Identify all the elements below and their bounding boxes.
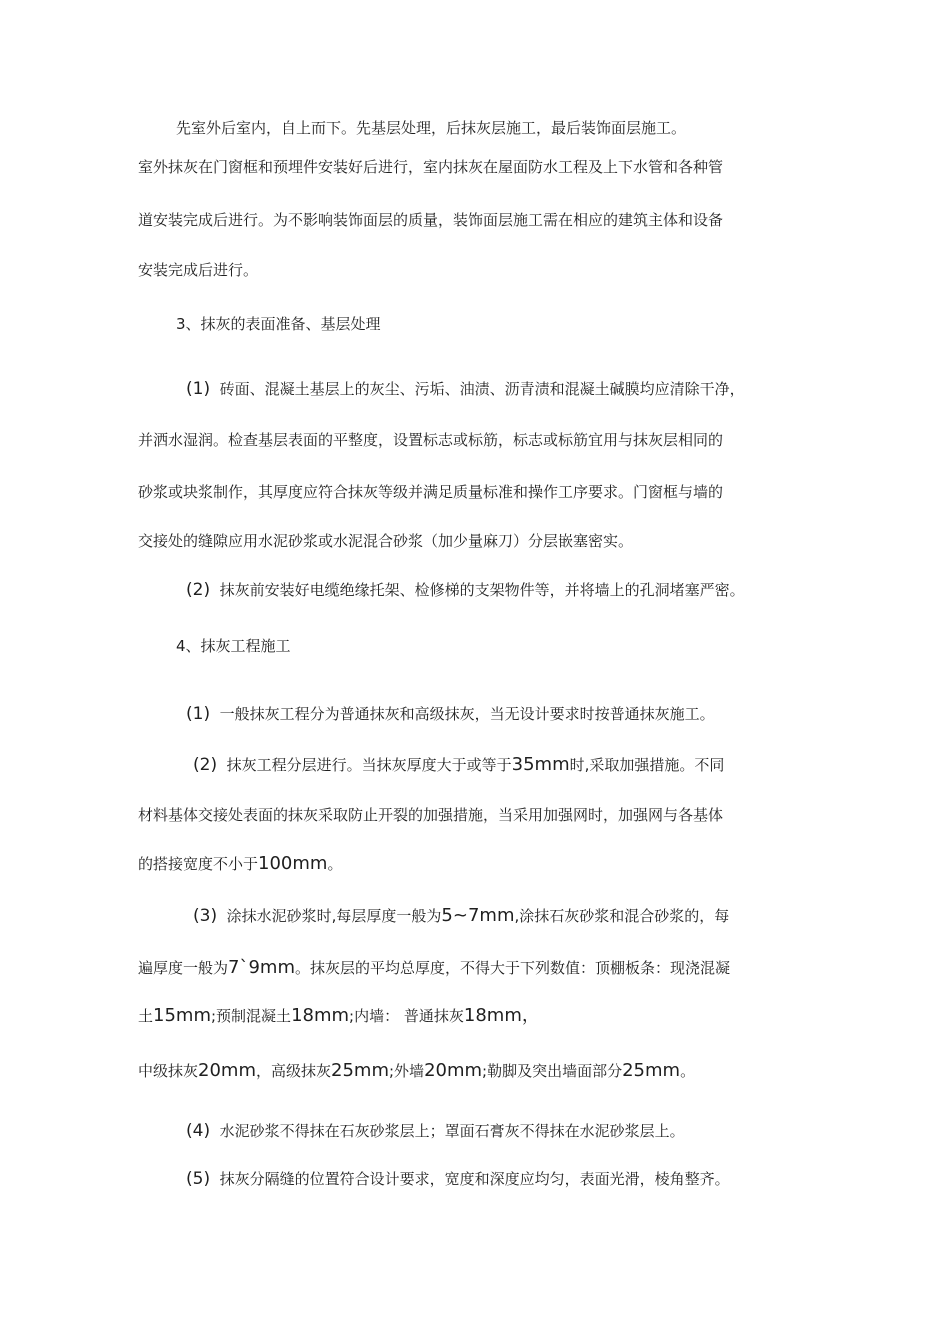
item-text: 中级抹灰 (138, 1062, 199, 1080)
paragraph-line: 道安装完成后进行。为不影响装饰面层的质量，装饰面层施工需在相应的建筑主体和设备 (138, 211, 724, 229)
item-text: ;预制混凝土 (211, 1007, 292, 1025)
paragraph-line: 材料基体交接处表面的抹灰采取防止开裂的加强措施，当采用加强网时，加强网与各基体 (138, 806, 724, 824)
paragraph-line: 安装完成后进行。 (138, 261, 259, 279)
measurement: 25mm (622, 1060, 681, 1081)
item-text: 砖面、混凝土基层上的灰尘、污垢、油渍、沥青渍和混凝土碱膜均应清除干净， (219, 380, 745, 398)
section-heading-3: 3、抹灰的表面准备、基层处理 (176, 315, 381, 333)
item-number: (1) (186, 379, 211, 399)
paragraph-line (138, 853, 342, 875)
item-text: ;外墙 (389, 1062, 425, 1080)
item-text: 。 (327, 855, 343, 873)
measurement: 100mm (258, 853, 328, 874)
item-text: 涂抹水泥砂浆时,每层厚度一般为 (226, 907, 442, 925)
paragraph-line: 先室外后室内，自上而下。先基层处理，后抹灰层施工，最后装饰面层施工。 (176, 119, 687, 137)
measurement: 20mm (424, 1060, 483, 1081)
item-number: (3) (193, 906, 218, 926)
measurement: 18mm (291, 1005, 350, 1026)
measurement: 15mm (153, 1005, 211, 1026)
paragraph-line (186, 579, 745, 601)
item-text: ,涂抹石灰砂浆和混合砂浆的，每 (514, 907, 730, 925)
paragraph-line: 砂浆或块浆制作，其厚度应符合抹灰等级并满足质量标准和操作工序要求。门窗框与墙的 (138, 483, 724, 501)
item-text: 抹灰前安装好电缆绝缘托架、检修梯的支架物件等，并将墙上的孔洞堵塞严密。 (219, 581, 745, 599)
measurement: 7`9mm (228, 957, 295, 978)
paragraph-line (138, 1060, 695, 1082)
measurement: 18mm， (463, 1005, 540, 1026)
paragraph-line (193, 905, 729, 927)
paragraph-line: 交接处的缝隙应用水泥砂浆或水泥混合砂浆（加少量麻刀）分层嵌塞密实。 (138, 532, 634, 550)
item-number: (4) (186, 1121, 211, 1141)
item-text: 抹灰分隔缝的位置符合设计要求，宽度和深度应均匀，表面光滑，棱角整齐。 (219, 1170, 730, 1188)
section-heading-4: 4、抹灰工程施工 (176, 637, 291, 655)
item-text: ;勒脚及突出墙面部分 (482, 1062, 623, 1080)
item-text: ，高级抹灰 (256, 1062, 332, 1080)
paragraph-line (138, 1005, 540, 1027)
measurement: 20mm (198, 1060, 256, 1081)
item-text: 水泥砂浆不得抹在石灰砂浆层上；罩面石膏灰不得抹在水泥砂浆层上。 (219, 1122, 685, 1140)
measurement: 35mm (511, 754, 570, 775)
paragraph-line (186, 1168, 730, 1190)
item-text: 一般抹灰工程分为普通抹灰和高级抹灰，当无设计要求时按普通抹灰施工。 (219, 705, 715, 723)
item-text: 。 (680, 1062, 696, 1080)
paragraph-line: 室外抹灰在门窗框和预埋件安装好后进行，室内抹灰在屋面防水工程及上下水管和各种管 (138, 158, 724, 176)
paragraph-line (193, 754, 724, 776)
item-text: ;内墙： 普通抹灰 (349, 1007, 464, 1025)
item-number: (2) (186, 580, 211, 600)
item-text: 土 (138, 1007, 154, 1025)
paragraph-line (138, 957, 730, 979)
paragraph-line (186, 378, 745, 400)
item-number: (1) (186, 704, 211, 724)
item-text: 的搭接宽度不小于 (138, 855, 259, 873)
paragraph-line (186, 703, 715, 725)
measurement: 5~7mm (441, 905, 515, 926)
paragraph-line: 并洒水湿润。检查基层表面的平整度，设置标志或标筋，标志或标筋宜用与抹灰层相同的 (138, 431, 724, 449)
item-number: (2) (193, 755, 218, 775)
item-number: (5) (186, 1169, 211, 1189)
paragraph-line (186, 1120, 685, 1142)
item-text: 遍厚度一般为 (138, 959, 229, 977)
item-text: 。抹灰层的平均总厚度，不得大于下列数值：顶棚板条：现浇混凝 (295, 959, 731, 977)
item-text: 时,采取加强措施。不同 (569, 756, 725, 774)
item-text: 抹灰工程分层进行。当抹灰厚度大于或等于 (226, 756, 512, 774)
measurement: 25mm (331, 1060, 389, 1081)
